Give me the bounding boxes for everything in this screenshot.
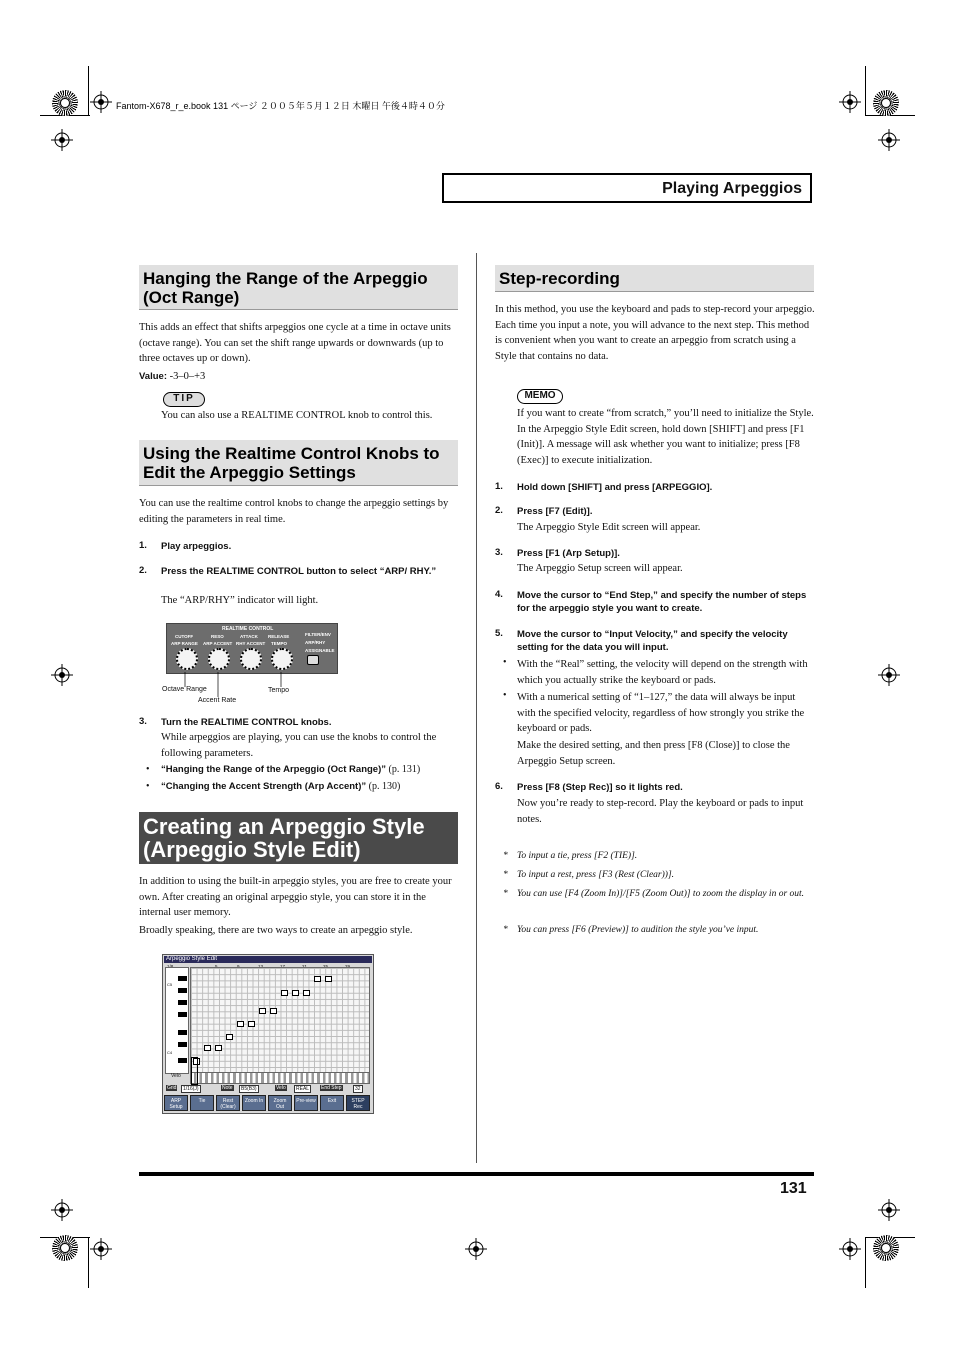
velo-label: Velo (171, 1073, 181, 1079)
value-label: Value: (139, 371, 167, 382)
print-job-line: Fantom-X678_r_e.book 131 ページ ２００５年５月１２日 木曜日 午後４時４０分 (116, 101, 445, 111)
step-number: 5. (495, 628, 503, 639)
step-number: 2. (139, 565, 147, 576)
registration-target-icon (90, 1238, 112, 1260)
registration-star-icon (52, 90, 78, 116)
velocity-lane[interactable] (190, 1072, 370, 1084)
registration-target-icon (839, 91, 861, 113)
panel-side-label: ASSIGNABLE (305, 648, 335, 653)
crop-mark (88, 66, 89, 116)
piano-roll-keys (165, 967, 189, 1074)
realtime-body: You can use the realtime control knobs to change the arpeggio settings by editing the parameters in real time. (139, 498, 449, 525)
step-grid[interactable] (190, 967, 370, 1074)
realtime-heading: Using the Realtime Control Knobs to Edit the Arpeggio Settings (143, 444, 440, 482)
callout-octave-range: Octave Range (162, 686, 207, 693)
bullet-dot: • (146, 781, 150, 792)
f8-step-rec-button[interactable]: STEP Rec (346, 1095, 370, 1111)
footer-rule (139, 1172, 814, 1176)
style-edit-body-2: Broadly speaking, there are two ways to create an arpeggio style. (139, 925, 413, 936)
section-title: Playing Arpeggios (662, 180, 802, 197)
panel-top-label: CUTOFF (175, 634, 194, 639)
step-number: 1. (495, 481, 503, 492)
panel-title: REALTIME CONTROL (222, 626, 274, 632)
registration-star-icon (873, 90, 899, 116)
step-label: Press the REALTIME CONTROL button to select “ARP/ RHY.” (161, 566, 437, 577)
panel-bottom-label: TEMPO (271, 641, 288, 646)
octave-label: C5 (167, 982, 173, 987)
registration-target-icon (878, 129, 900, 151)
step-detail: Now you’re ready to step-record. Play the keyboard or pads to input notes. (517, 798, 804, 825)
screen-title: Arpeggio Style Edit (164, 956, 372, 963)
oct-range-heading-bar (139, 265, 458, 310)
step-detail: The Arpeggio Setup screen will appear. (517, 563, 683, 574)
f6-preview-button[interactable]: Pre-view (294, 1095, 318, 1111)
panel-side-label: ARP/RHY (305, 640, 326, 645)
note-asterisk: * (503, 870, 508, 880)
step-number: 2. (495, 505, 503, 516)
style-edit-heading: Creating an Arpeggio Style (Arpeggio Style Edit) (143, 814, 425, 862)
f3-rest-button[interactable]: Rest (Clear) (216, 1095, 240, 1111)
f1-arp-setup-button[interactable]: ARP Setup (164, 1095, 188, 1111)
registration-target-icon (51, 1199, 73, 1221)
footnote: To input a rest, press [F3 (Rest (Clear))]. (517, 870, 675, 880)
step-label: Hold down [SHIFT] and press [ARPEGGIO]. (517, 482, 713, 493)
step-label: Turn the REALTIME CONTROL knobs. (161, 717, 332, 728)
registration-target-icon (839, 1238, 861, 1260)
registration-star-icon (52, 1235, 78, 1261)
note-asterisk: * (503, 889, 508, 899)
page-number: 131 (780, 1180, 807, 1197)
registration-target-icon (465, 1238, 487, 1260)
step-number: 1. (139, 540, 147, 551)
crop-mark (865, 1238, 866, 1288)
registration-target-icon (878, 1199, 900, 1221)
style-edit-heading-bar (139, 812, 458, 864)
crop-mark (88, 1238, 89, 1288)
note-asterisk: * (503, 925, 508, 935)
footnote: You can press [F6 (Preview)] to audition the style you’ve input. (517, 925, 759, 935)
step-label: Move the cursor to “End Step,” and specify the number of steps for the arpeggio style you want to create. (517, 590, 807, 614)
step-number: 3. (139, 716, 147, 727)
bullet-dot: • (503, 690, 507, 701)
step-recording-heading: Step-recording (499, 269, 620, 288)
value-range: -3–0–+3 (167, 371, 206, 382)
oct-range-body: This adds an effect that shifts arpeggios one cycle at a time in octave units (octave range). You can set the shift range upwards or downwards (up to three octaves up or down). (139, 322, 451, 365)
memo-badge: MEMO (517, 389, 563, 404)
realtime-heading-bar (139, 440, 458, 486)
step-detail: Make the desired setting, and then press [F8 (Close)] to close the Arpeggio Setup screen. (517, 740, 790, 767)
step-detail: The “ARP/RHY” indicator will light. (161, 595, 319, 606)
callout-tempo: Tempo (268, 687, 290, 694)
panel-top-label: ATTACK (240, 634, 258, 639)
panel-bottom-label: RHY ACCENT (236, 641, 266, 646)
panel-top-label: RESO (211, 634, 224, 639)
registration-target-icon (90, 91, 112, 113)
step-label: Play arpeggios. (161, 541, 232, 552)
panel-bottom-label: ARP RANGE (171, 641, 198, 646)
column-divider (476, 253, 477, 1163)
note-asterisk: * (503, 851, 508, 861)
registration-target-icon (878, 664, 900, 686)
step-label: Move the cursor to “Input Velocity,” and specify the velocity setting for the data you will input. (517, 629, 788, 653)
section-header-box (442, 173, 812, 203)
crop-mark (865, 66, 866, 116)
velocity-bullet: With a numerical setting of “1–127,” the data will always be input with the specified velocity, regardless of how strongly you strike the keyboard or pads. (517, 692, 805, 735)
status-value[interactable]: REAL (296, 1086, 310, 1092)
status-label: Velo (276, 1085, 286, 1091)
bullet-dot: • (503, 657, 507, 668)
memo-text: If you want to create “from scratch,” you’ll need to initialize the Style. In the Arpeggio Style Edit screen, hold down [SHIFT] and press [F1 (Init)]. A message will ask whether you want to initialize; press [F8 (Exec)] to execute initialization. (517, 408, 814, 466)
registration-target-icon (51, 129, 73, 151)
step-cursor (191, 1057, 198, 1085)
arpeggio-style-edit-screen (162, 954, 374, 1114)
style-edit-body: In addition to using the built-in arpeggio styles, you are free to create your own. After creating an original arpeggio style, you can store it in the internal user memory. (139, 876, 452, 919)
cross-ref-bullet[interactable]: “Hanging the Range of the Arpeggio (Oct Range)” (p. 131) (161, 764, 421, 775)
footnote: To input a tie, press [F2 (TIE)]. (517, 851, 638, 861)
step-number: 6. (495, 781, 503, 792)
realtime-control-button[interactable] (307, 655, 319, 665)
step-detail: While arpeggios are playing, you can use the knobs to control the following parameters. (161, 732, 437, 759)
callout-leader-lines (160, 660, 300, 700)
oct-range-heading: Hanging the Range of the Arpeggio (Oct Range) (143, 269, 428, 307)
status-label: Note (222, 1085, 233, 1091)
callout-accent-rate: Accent Rate (198, 697, 237, 704)
oct-range-value-line (139, 369, 458, 385)
cross-ref-bullet[interactable]: “Changing the Accent Strength (Arp Accent)” (p. 130) (161, 781, 401, 792)
step-label: Press [F1 (Arp Setup)]. (517, 548, 620, 559)
panel-side-label: FILTER/ENV (305, 632, 331, 637)
footnote: You can use [F4 (Zoom In)]/[F5 (Zoom Out)] to zoom the display in or out. (517, 889, 805, 899)
f7-exit-button[interactable]: Exit (320, 1095, 344, 1111)
step-label: Press [F7 (Edit)]. (517, 506, 593, 517)
status-value[interactable]: B5(B3) (241, 1086, 257, 1092)
panel-bottom-label: ARP ACCENT (203, 641, 233, 646)
tip-text: You can also use a REALTIME CONTROL knob to control this. (161, 410, 433, 421)
f4-zoom-in-button[interactable]: Zoom In (242, 1095, 266, 1111)
velocity-bullet: With the “Real” setting, the velocity will depend on the strength with which you actually strike the keyboard or pads. (517, 659, 808, 686)
panel-top-label: RELEASE (268, 634, 290, 639)
bullet-dot: • (146, 764, 150, 775)
status-value[interactable]: 1/16(J) (183, 1086, 199, 1092)
step-number: 4. (495, 589, 503, 600)
octave-label: C4 (167, 1050, 173, 1055)
step-number: 3. (495, 547, 503, 558)
f5-zoom-out-button[interactable]: Zoom Out (268, 1095, 292, 1111)
tip-badge: TIP (163, 392, 205, 407)
status-label: End Step (321, 1085, 342, 1091)
registration-star-icon (873, 1235, 899, 1261)
f2-tie-button[interactable]: Tie (190, 1095, 214, 1111)
step-label: Press [F8 (Step Rec)] so it lights red. (517, 782, 683, 793)
status-value[interactable]: 32 (355, 1086, 361, 1092)
step-recording-heading-bar (495, 265, 814, 292)
step-recording-body: In this method, you use the keyboard and pads to step-record your arpeggio. Each time you input a note, you will advance to the next step. This method is convenient when you want to create an arpeggio from scratch using a Style that contains no data. (495, 304, 815, 362)
status-label: Grid (167, 1085, 177, 1091)
step-detail: The Arpeggio Style Edit screen will appear. (517, 522, 701, 533)
registration-target-icon (51, 664, 73, 686)
